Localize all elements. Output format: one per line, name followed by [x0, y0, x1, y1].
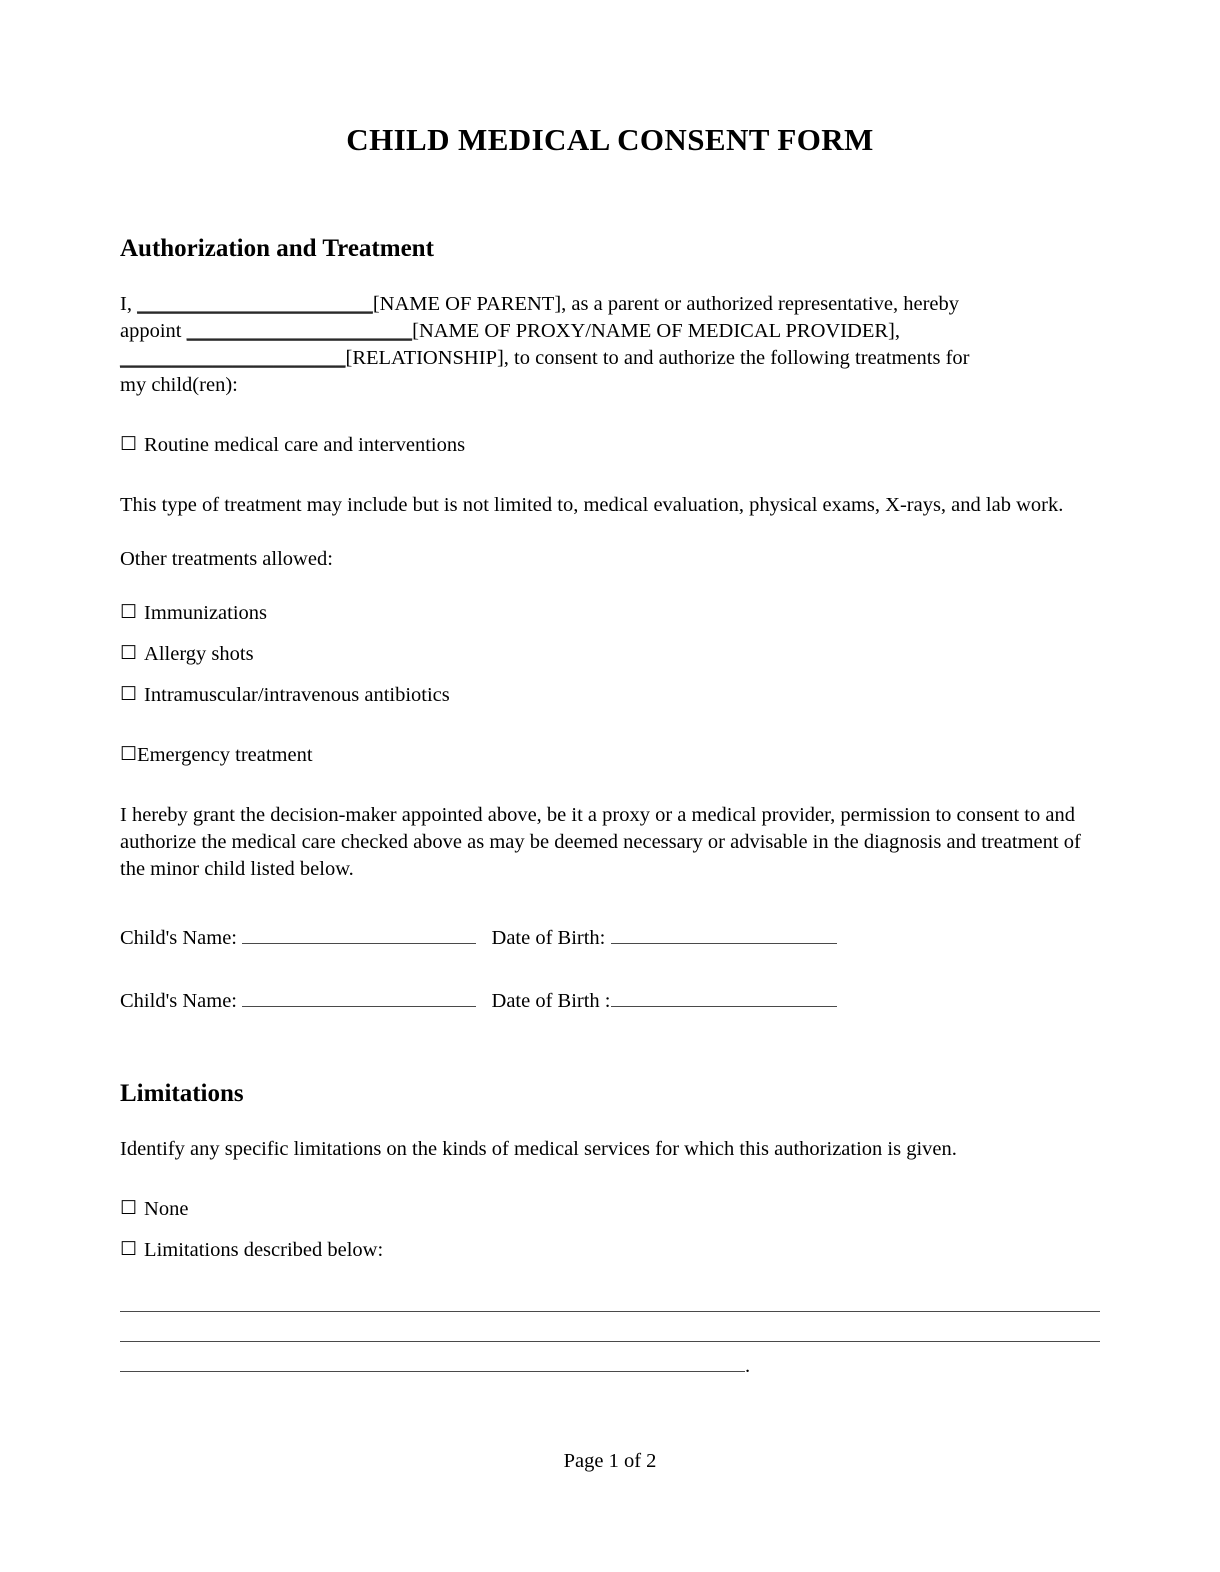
proxy-name-blank[interactable]: ______________________ [186, 319, 413, 342]
intro-line1-prefix: I, [120, 292, 138, 315]
spacer [476, 927, 491, 949]
checkbox-row-none[interactable] [120, 1196, 1100, 1223]
page-content [120, 0, 1100, 1381]
checkbox-empty-icon[interactable]: ☐ [120, 1197, 138, 1219]
child-1-name-label: Child's Name: [120, 926, 238, 949]
checkbox-label-antibiotics: Intramuscular/intravenous antibiotics [144, 683, 450, 706]
limitations-instruction: Identify any specific limitations on the kinds of medical services for which this authorization is given. [120, 1137, 957, 1160]
intro-line4: my child(ren): [120, 373, 238, 396]
checkbox-empty-icon[interactable]: ☐ [120, 642, 138, 664]
section-limitations [120, 1016, 1100, 1381]
checkbox-empty-icon[interactable]: ☐ [120, 743, 138, 765]
section-authorization [120, 158, 1100, 1016]
intro-line2-suffix: [NAME OF PROXY/NAME OF MEDICAL PROVIDER], [412, 319, 900, 342]
page-footer: Page 1 of 2 [563, 1450, 657, 1472]
limitations-write-in-row-3 [120, 1351, 1100, 1381]
limitations-write-in-row-2 [120, 1321, 1100, 1351]
limitations-write-in-line-2[interactable] [120, 1324, 1100, 1342]
intro-line3-suffix: [RELATIONSHIP], to consent to and authorize the following treatments for [345, 346, 970, 369]
routine-care-note: This type of treatment may include but is not limited to, medical evaluation, physical exams, X-rays, and lab work. [120, 493, 1064, 516]
limitations-write-in-line-3[interactable] [120, 1354, 745, 1372]
checkbox-row-routine-care[interactable] [120, 432, 1100, 459]
checkbox-label-routine-care: Routine medical care and interventions [144, 433, 466, 456]
relationship-blank[interactable]: ______________________ [120, 346, 346, 369]
child-1-name-input[interactable] [242, 926, 476, 944]
intro-line2-prefix: appoint [120, 319, 187, 342]
checkbox-row-allergy-shots[interactable] [120, 641, 1100, 668]
checkbox-label-limitations-described: Limitations described below: [144, 1238, 384, 1261]
child-row-1 [120, 923, 1100, 953]
authorization-intro-paragraph [120, 291, 1100, 399]
child-1-dob-input[interactable] [611, 926, 837, 944]
checkbox-label-allergy-shots: Allergy shots [144, 642, 254, 665]
checkbox-empty-icon[interactable]: ☐ [120, 601, 138, 623]
checkbox-empty-icon[interactable]: ☐ [120, 1238, 138, 1260]
checkbox-row-limitations-described[interactable] [120, 1237, 1100, 1264]
page-title: CHILD MEDICAL CONSENT FORM [346, 122, 874, 157]
section-heading-limitations: Limitations [120, 1079, 244, 1107]
child-2-dob-input[interactable] [611, 989, 837, 1007]
other-treatments-label: Other treatments allowed: [120, 547, 333, 570]
child-2-dob-label: Date of Birth : [491, 989, 611, 1012]
child-2-name-input[interactable] [242, 989, 476, 1007]
parent-name-blank[interactable]: _______________________ [137, 292, 373, 315]
checkbox-row-immunizations[interactable] [120, 600, 1100, 627]
section-heading-authorization: Authorization and Treatment [120, 234, 434, 262]
checkbox-row-antibiotics[interactable] [120, 682, 1100, 709]
spacer [476, 990, 491, 1012]
checkbox-label-emergency-treatment: Emergency treatment [137, 743, 313, 766]
grant-permission-paragraph: I hereby grant the decision-maker appointed above, be it a proxy or a medical provider, permission to consent to and authorize the medical care checked above as may be deemed necessary or advisable in the diagnosis and treatment of the minor child listed below. [120, 803, 1081, 880]
child-2-name-label: Child's Name: [120, 989, 238, 1012]
child-1-dob-label: Date of Birth: [491, 926, 606, 949]
checkbox-empty-icon[interactable]: ☐ [120, 433, 138, 455]
child-row-2 [120, 986, 1100, 1016]
checkbox-empty-icon[interactable]: ☐ [120, 683, 138, 705]
checkbox-row-emergency-treatment[interactable] [120, 742, 1100, 769]
limitations-write-in-line-1[interactable] [120, 1294, 1100, 1312]
checkbox-label-immunizations: Immunizations [144, 601, 268, 624]
intro-line1-suffix: [NAME OF PARENT], as a parent or authorized representative, hereby [372, 292, 959, 315]
checkbox-label-none: None [144, 1197, 189, 1220]
limitations-write-in-terminator: . [745, 1354, 751, 1377]
limitations-write-in-row-1 [120, 1291, 1100, 1321]
